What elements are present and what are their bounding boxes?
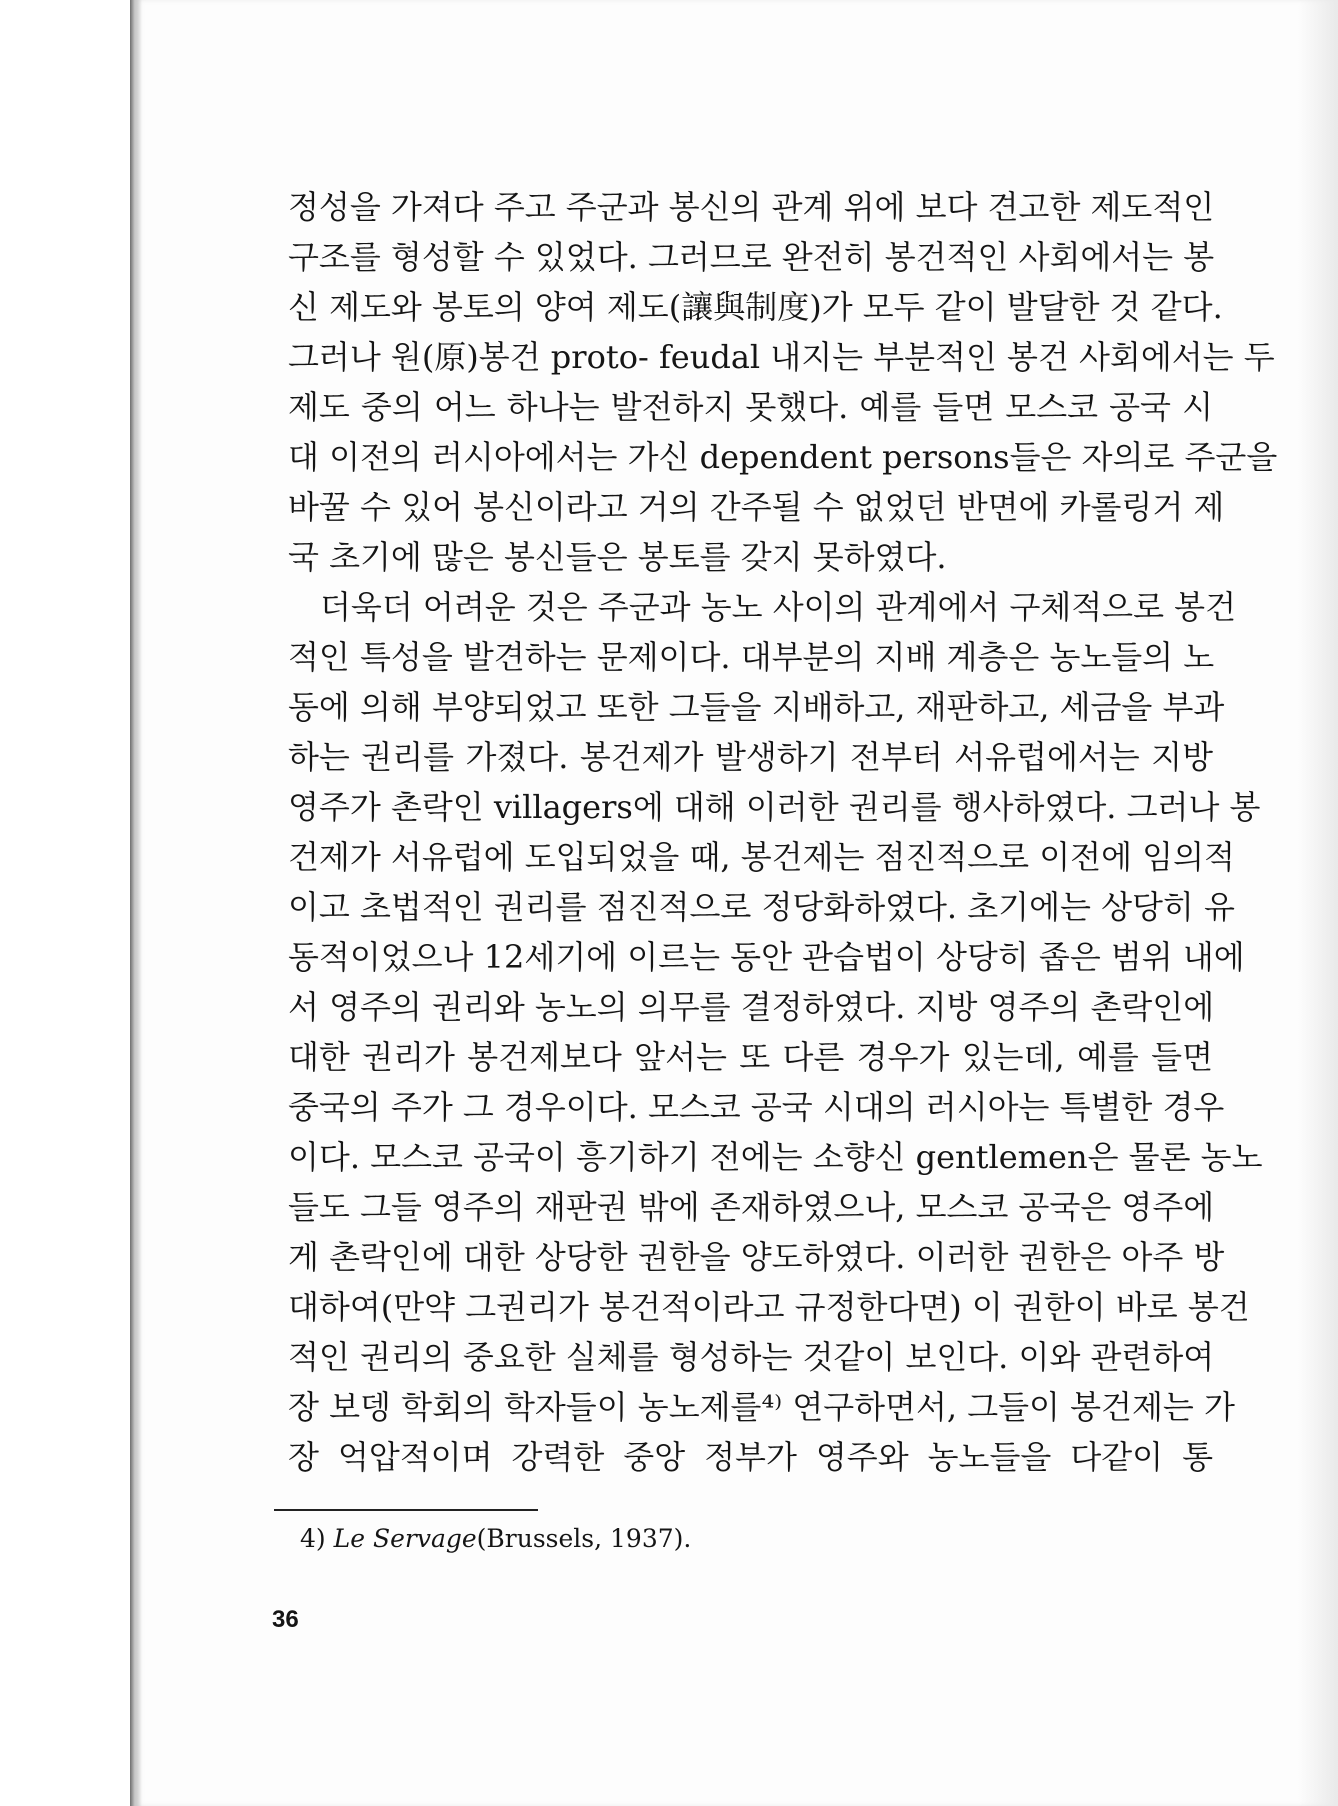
- text-line: 국 초기에 많은 봉신들은 봉토를 갖지 못하였다.: [288, 538, 947, 576]
- text-line: 게 촌락인에 대한 상당한 권한을 양도하였다. 이러한 권한은 아주 방: [288, 1238, 1225, 1276]
- text-line: 들도 그들 영주의 재판권 밖에 존재하였으나, 모스코 공국은 영주에: [288, 1188, 1215, 1226]
- text-line: 정성을 가져다 주고 주군과 봉신의 관계 위에 보다 견고한 제도적인: [288, 188, 1215, 226]
- text-line: 신 제도와 봉토의 양여 제도(讓與制度)가 모두 같이 발달한 것 같다.: [288, 288, 1223, 326]
- footnote: [300, 1522, 691, 1556]
- body-text: [288, 182, 1278, 1482]
- footnote-divider: [274, 1509, 538, 1511]
- text-line: 서 영주의 권리와 농노의 의무를 결정하였다. 지방 영주의 촌락인에: [288, 988, 1215, 1026]
- text-line: 구조를 형성할 수 있었다. 그러므로 완전히 봉건적인 사회에서는 봉: [288, 238, 1215, 276]
- text-line: 바꿀 수 있어 봉신이라고 거의 간주될 수 없었던 반면에 카롤링거 제: [288, 488, 1225, 526]
- text-line: 하는 권리를 가졌다. 봉건제가 발생하기 전부터 서유럽에서는 지방: [288, 738, 1213, 776]
- text-line: 장 억압적이며 강력한 중앙 정부가 영주와 농노들을 다같이 통: [288, 1438, 1213, 1476]
- text-line: 중국의 주가 그 경우이다. 모스코 공국 시대의 러시아는 특별한 경우: [288, 1088, 1225, 1126]
- page-number: 36: [272, 1606, 299, 1633]
- left-margin: [0, 0, 130, 1806]
- text-line: 적인 특성을 발견하는 문제이다. 대부분의 지배 계층은 농노들의 노: [288, 638, 1215, 676]
- page-binding-edge: [130, 0, 142, 1806]
- text-line: 적인 권리의 중요한 실체를 형성하는 것같이 보인다. 이와 관련하여: [288, 1338, 1215, 1376]
- text-line: 장 보뎅 학회의 학자들이 농노제를⁴⁾ 연구하면서, 그들이 봉건제는 가: [288, 1388, 1235, 1426]
- text-line: 이다. 모스코 공국이 흥기하기 전에는 소향신 gentlemen은 물론 농노: [288, 1138, 1263, 1176]
- text-line: 건제가 서유럽에 도입되었을 때, 봉건제는 점진적으로 이전에 임의적: [288, 838, 1235, 876]
- text-line: 대한 권리가 봉건제보다 앞서는 또 다른 경우가 있는데, 예를 들면: [288, 1038, 1213, 1076]
- text-line: 영주가 촌락인 villagers에 대해 이러한 권리를 행사하였다. 그러나 봉: [288, 788, 1261, 826]
- footnote-citation: (Brussels, 1937).: [476, 1524, 692, 1553]
- text-line: 제도 중의 어느 하나는 발전하지 못했다. 예를 들면 모스코 공국 시: [288, 388, 1213, 426]
- text-line: 이고 초법적인 권리를 점진적으로 정당화하였다. 초기에는 상당히 유: [288, 888, 1235, 926]
- text-line: 그러나 원(原)봉건 proto- feudal 내지는 부분적인 봉건 사회에서는 두: [288, 338, 1275, 376]
- text-line: 대 이전의 러시아에서는 가신 dependent persons들은 자의로 주군을: [288, 438, 1278, 476]
- paragraph-start-line: 더욱더 어려운 것은 주군과 농노 사이의 관계에서 구체적으로 봉건: [320, 588, 1237, 626]
- page-right-shadow: [1298, 0, 1338, 1806]
- text-line: 대하여(만약 그권리가 봉건적이라고 규정한다면) 이 권한이 바로 봉건: [288, 1288, 1250, 1326]
- text-line: 동에 의해 부양되었고 또한 그들을 지배하고, 재판하고, 세금을 부과: [288, 688, 1225, 726]
- footnote-number: 4): [300, 1524, 326, 1553]
- footnote-title: Le Servage: [333, 1524, 477, 1553]
- text-line: 동적이었으나 12세기에 이르는 동안 관습법이 상당히 좁은 범위 내에: [288, 938, 1245, 976]
